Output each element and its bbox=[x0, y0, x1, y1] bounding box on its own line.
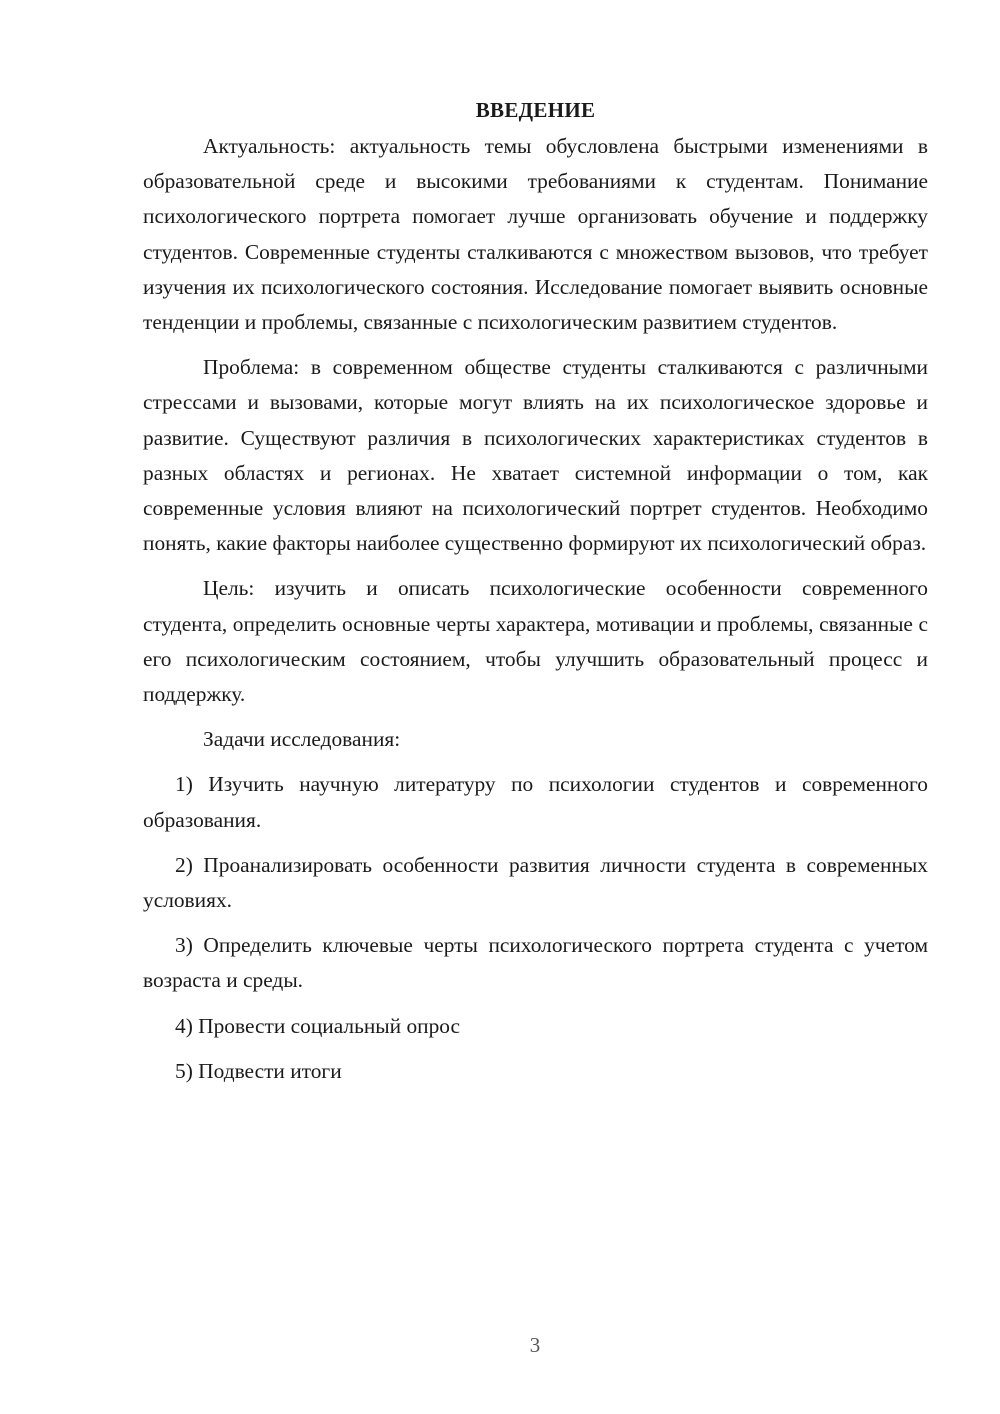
paragraph-relevance: Актуальность: актуальность темы обусловлена быстрыми изменениями в образовательной среде и высокими требованиями к студентам. Понимание психологического портрета помогает лучше организовать обучение и поддержку студентов. Современные студенты сталкиваются с множеством вызовов, что требует изучения их психологического состояния. Исследование помогает выявить основные тенденции и проблемы, связанные с психологическим развитием студентов. bbox=[143, 134, 928, 335]
task-item: 5) Подвести итоги bbox=[175, 1058, 342, 1083]
paragraph-problem: Проблема: в современном обществе студенты сталкиваются с различными стрессами и вызовами, которые могут влиять на их психологическое здоровье и развитие. Существуют различия в психологических характеристиках студентов в разных областях и регионах. Не хватает системной информации о том, как современные условия влияют на психологический портрет студентов. Необходимо понять, какие факторы наиболее существенно формируют их психологический образ. bbox=[143, 355, 928, 556]
task-item: 4) Провести социальный опрос bbox=[175, 1013, 461, 1038]
tasks-list bbox=[143, 767, 928, 1089]
task-item: 1) Изучить научную литературу по психологии студентов и современного образования. bbox=[143, 772, 928, 832]
page-number: 3 bbox=[529, 1333, 541, 1357]
document-page bbox=[143, 95, 928, 1099]
tasks-heading: Задачи исследования: bbox=[203, 727, 401, 752]
section-title: ВВЕДЕНИЕ bbox=[475, 98, 596, 122]
paragraph-goal: Цель: изучить и описать психологические особенности современного студента, определить основные черты характера, мотивации и проблемы, связанные с его психологическим состоянием, чтобы улучшить образовательный процесс и поддержку. bbox=[143, 576, 928, 707]
task-item: 2) Проанализировать особенности развития личности студента в современных условиях. bbox=[143, 852, 928, 913]
task-item: 3) Определить ключевые черты психологического портрета студента с учетом возраста и среды. bbox=[143, 933, 928, 993]
